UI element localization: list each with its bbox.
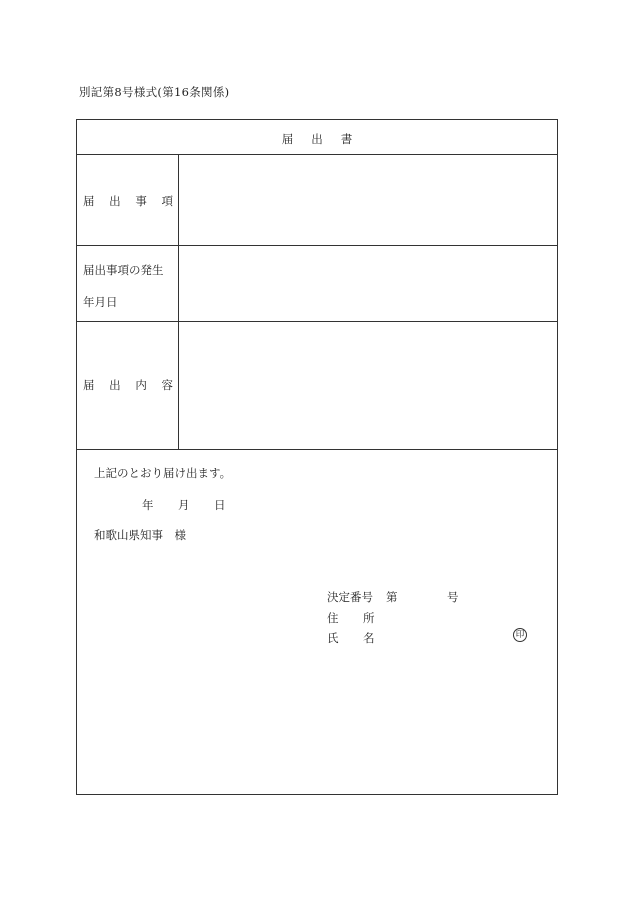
- notification-item-field[interactable]: [179, 155, 557, 245]
- occurrence-date-label-line1: 届出事項の発生: [83, 263, 164, 277]
- notification-content-label: 届 出 内 容: [83, 378, 173, 392]
- decision-number-prefix: 第: [386, 590, 398, 604]
- occurrence-date-label-line2: 年月日: [83, 295, 118, 309]
- decision-number-label: 決定番号: [327, 590, 373, 604]
- address-label-char2: 所: [363, 611, 375, 625]
- notification-item-label: 届 出 事 項: [83, 194, 173, 208]
- decision-number-suffix: 号: [447, 590, 459, 604]
- notification-form: [76, 119, 558, 795]
- seal-icon: 印: [513, 628, 527, 642]
- addressee: 和歌山県知事 様: [94, 528, 186, 542]
- name-label-char1: 氏: [327, 631, 339, 645]
- date-day-label: 日: [214, 498, 226, 512]
- date-month-label: 月: [178, 498, 190, 512]
- declaration-statement: 上記のとおり届け出ます。: [94, 466, 232, 480]
- date-year-label: 年: [142, 498, 154, 512]
- notification-content-field[interactable]: [179, 322, 557, 449]
- form-title: 届出書: [281, 132, 371, 146]
- form-caption: 別記第8号様式(第16条関係): [79, 85, 230, 99]
- divider-content: [77, 449, 557, 450]
- address-label-char1: 住: [327, 611, 339, 625]
- occurrence-date-field[interactable]: [179, 246, 557, 321]
- name-label-char2: 名: [363, 631, 375, 645]
